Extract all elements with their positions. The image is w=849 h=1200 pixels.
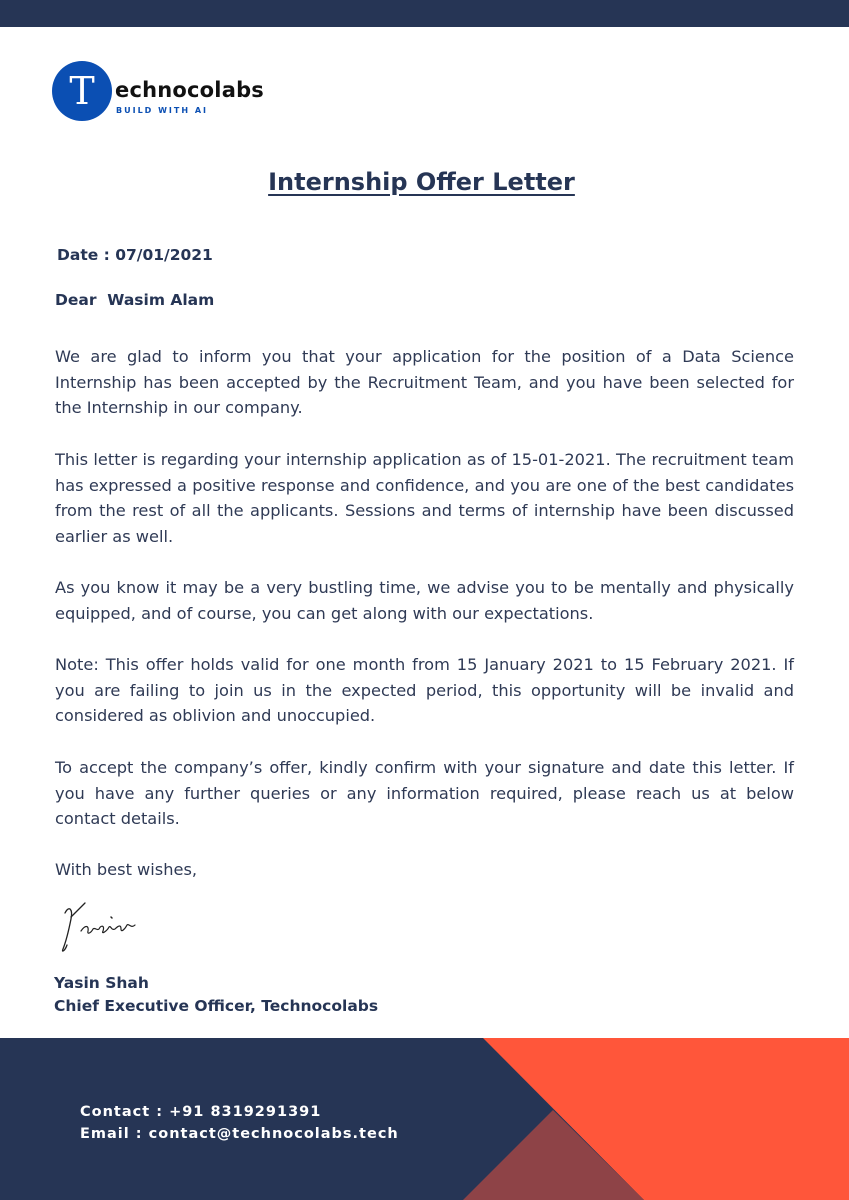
contact-email: Email : contact@technocolabs.tech <box>80 1126 399 1142</box>
closing-line: With best wishes, <box>55 860 198 879</box>
paragraph-note: Note: This offer holds valid for one month from 15 January 2021 to 15 February 2021. If you are failing to join us in the expected period, this opportunity will be invalid and considered as oblivion and unoccupied. <box>55 655 794 726</box>
paragraph-acceptance-instructions: To accept the company’s offer, kindly confirm with your signature and date this letter. If you have any further queries or any information required, please reach us at below contact details. <box>55 758 794 829</box>
logo-wordmark: echnocolabs <box>115 78 264 102</box>
paragraph-advice: As you know it may be a very bustling time, we advise you to be mentally and physically equipped, and of course, you can get along with our expectations. <box>55 578 794 623</box>
letter-title <box>0 160 849 198</box>
header-bar <box>0 0 849 27</box>
signature-image <box>55 895 175 960</box>
logo-tagline: BUILD WITH AI <box>116 106 208 115</box>
contact-phone: Contact : +91 8319291391 <box>80 1104 322 1120</box>
paragraph-acceptance: We are glad to inform you that your application for the position of a Data Science Internship has been accepted by the Recruitment Team, and you have been selected for the Internship in our company. <box>55 347 794 418</box>
letter-title-text: Internship Offer Letter <box>268 168 575 196</box>
signer-name: Yasin Shah <box>54 974 149 992</box>
signer-title: Chief Executive Officer, Technocolabs <box>54 997 379 1015</box>
paragraph-application: This letter is regarding your internship application as of 15-01-2021. The recruitment team has expressed a positive response and confidence, and you are one of the best candidates from the rest of all the applicants. Sessions and terms of internship have been discussed earlier as well. <box>55 450 794 546</box>
company-logo <box>52 60 292 124</box>
logo-letter: T <box>69 69 95 113</box>
letter-date: Date : 07/01/2021 <box>57 246 213 264</box>
greeting: Dear Wasim Alam <box>55 291 215 309</box>
